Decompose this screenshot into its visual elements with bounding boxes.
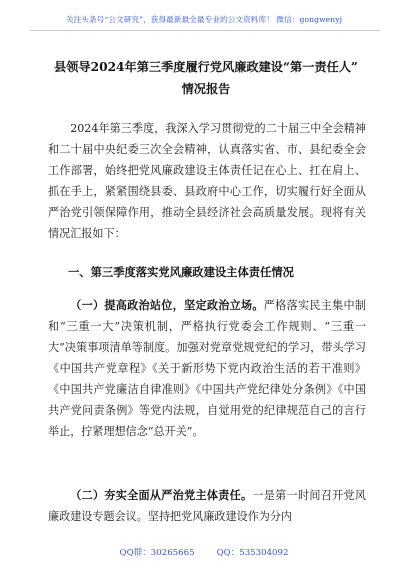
intro-paragraph: 2024年第三季度，我深入学习贯彻党的二十届三中全会精神和二十届中央纪委三次全会精神，认真落实省、市、县纪委全会工作部署，始终把党风廉政建设主体责任记在心上、扛在肩上、抓在手上，紧紧围绕县委、县政府中心工作，切实履行好全面从严治党引领保障作用，推动全县经济社会高质量发展。现将有关情况汇报如下： [48, 122, 366, 240]
item-1-lead: （一）提高政治站位，坚定政治立场。 [70, 299, 264, 312]
document-title-line2: 情况报告 [181, 82, 231, 96]
item-2-paragraph [48, 485, 366, 527]
document-title: 县领导2024年第三季度履行党风廉政建设“第一责任人” [54, 60, 358, 74]
promo-header: 关注头条号“公文研究”，获得最新最全最专业的公文资料库！ 微信：gongwenyj [65, 15, 343, 24]
item-2-body: 一是第一时间召开党风廉政建设专题会议。坚持把党风廉政建设作为分内 [48, 489, 366, 523]
contact-footer [0, 546, 408, 558]
qq-group: QQ群：30265665 [119, 548, 195, 558]
qq-number: QQ：535304092 [216, 548, 289, 558]
item-1-body: 严格落实民主集中制和“三重一大”决策机制，严格执行党委会工作规则、“三重一大”决策事项清单等制度。加强对党章党规党纪的学习，带头学习《中国共产党章程》《关于新形势下党内政治生活的若干准则》《中国共产党廉洁自律准则》《中国共产党纪律处分条例》《中国共产党问责条例》等党内法规，自觉用党的纪律规范自己的言行举止，拧紧理想信念“总开关”。 [48, 299, 366, 438]
item-2-lead: （二）夯实全面从严治党主体责任。 [70, 489, 253, 502]
header-divider [30, 30, 380, 31]
item-1-paragraph [48, 295, 366, 442]
section-heading: 一、第三季度落实党风廉政建设主体责任情况 [68, 265, 294, 279]
